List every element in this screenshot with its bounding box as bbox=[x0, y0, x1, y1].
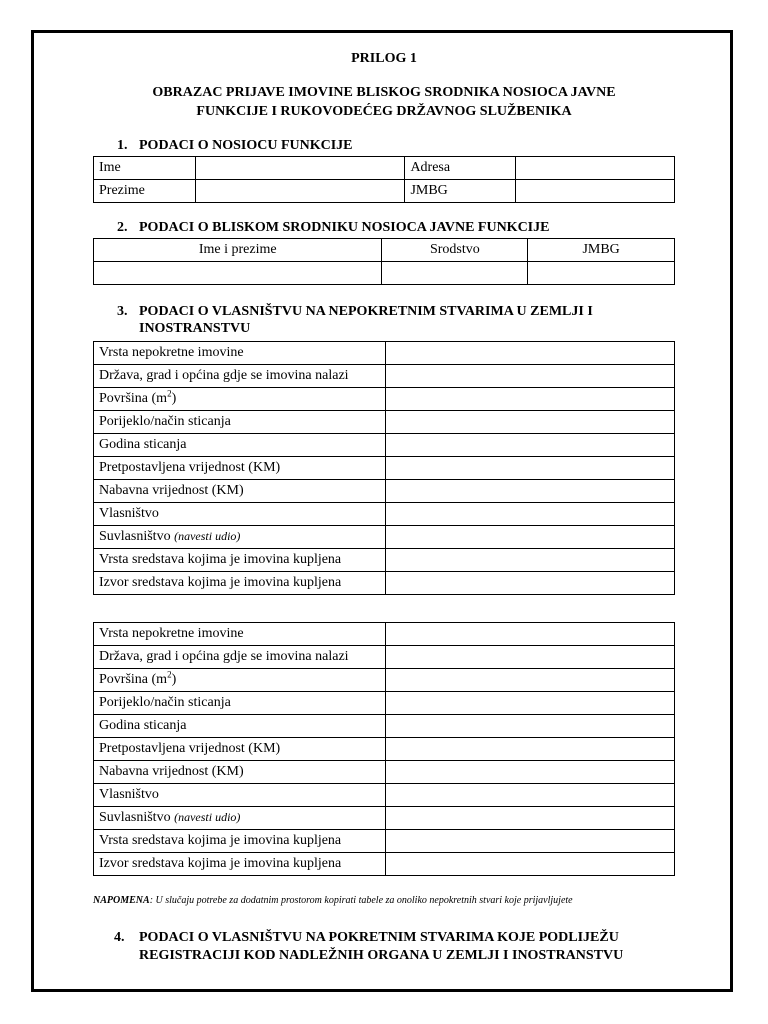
property-origin-input[interactable] bbox=[385, 411, 674, 434]
table-row bbox=[94, 623, 675, 646]
property-co-ownership-label bbox=[94, 807, 386, 830]
property-purchase-value-input[interactable] bbox=[385, 480, 674, 503]
property-funds-source-input[interactable] bbox=[385, 572, 674, 595]
area-label-close: ) bbox=[171, 391, 177, 406]
section2-number: 2. bbox=[117, 220, 128, 235]
surname-input[interactable] bbox=[195, 180, 405, 203]
table-row bbox=[94, 480, 675, 503]
area-label-text: Površina (m bbox=[99, 672, 168, 687]
table-row bbox=[94, 434, 675, 457]
table-row bbox=[94, 342, 675, 365]
table-row bbox=[94, 526, 675, 549]
property-funds-source-label: Izvor sredstava kojima je imovina kupljena bbox=[94, 853, 386, 876]
area-label-superscript: 2 bbox=[167, 669, 172, 680]
property-co-ownership-input[interactable] bbox=[385, 807, 674, 830]
property-type-label: Vrsta nepokretne imovine bbox=[94, 342, 386, 365]
property-purchase-value-label: Nabavna vrijednost (KM) bbox=[94, 480, 386, 503]
co-ownership-text: Suvlasništvo bbox=[99, 529, 171, 544]
table-row bbox=[94, 572, 675, 595]
relative-relation-header: Srodstvo bbox=[382, 239, 528, 262]
section4-title-line2: REGISTRACIJI KOD NADLEŽNIH ORGANA U ZEMLJI I INOSTRANSTVU bbox=[139, 948, 624, 963]
area-label-close: ) bbox=[171, 672, 177, 687]
table-row bbox=[94, 646, 675, 669]
table-row bbox=[94, 784, 675, 807]
table-row bbox=[94, 761, 675, 784]
property-funds-type-label: Vrsta sredstava kojima je imovina kupljena bbox=[94, 549, 386, 572]
property-co-ownership-label bbox=[94, 526, 386, 549]
property-origin-input[interactable] bbox=[385, 692, 674, 715]
area-label-text: Površina (m bbox=[99, 391, 168, 406]
property-table-2 bbox=[93, 622, 675, 876]
co-ownership-hint: (navesti udio) bbox=[174, 529, 241, 543]
relative-table bbox=[93, 238, 675, 285]
property-estimated-value-label: Pretpostavljena vrijednost (KM) bbox=[94, 457, 386, 480]
property-ownership-input[interactable] bbox=[385, 503, 674, 526]
surname-label: Prezime bbox=[94, 180, 196, 203]
property-location-input[interactable] bbox=[385, 646, 674, 669]
table-row bbox=[94, 853, 675, 876]
property-type-label: Vrsta nepokretne imovine bbox=[94, 623, 386, 646]
property-location-input[interactable] bbox=[385, 365, 674, 388]
relative-relation-input[interactable] bbox=[382, 262, 528, 285]
property-estimated-value-input[interactable] bbox=[385, 738, 674, 761]
relative-name-header: Ime i prezime bbox=[94, 239, 382, 262]
property-year-label: Godina sticanja bbox=[94, 434, 386, 457]
table-row bbox=[94, 457, 675, 480]
jmbg-label: JMBG bbox=[405, 180, 516, 203]
property-estimated-value-input[interactable] bbox=[385, 457, 674, 480]
section2-title: PODACI O BLISKOM SRODNIKU NOSIOCA JAVNE FUNKCIJE bbox=[139, 220, 550, 235]
name-label: Ime bbox=[94, 157, 196, 180]
property-area-input[interactable] bbox=[385, 388, 674, 411]
property-funds-type-input[interactable] bbox=[385, 549, 674, 572]
section1-number: 1. bbox=[117, 138, 128, 153]
property-co-ownership-input[interactable] bbox=[385, 526, 674, 549]
property-area-input[interactable] bbox=[385, 669, 674, 692]
note bbox=[93, 895, 573, 906]
officeholder-table bbox=[93, 156, 675, 203]
table-row bbox=[94, 715, 675, 738]
property-ownership-label: Vlasništvo bbox=[94, 784, 386, 807]
section1-title: PODACI O NOSIOCU FUNKCIJE bbox=[139, 138, 353, 153]
co-ownership-text: Suvlasništvo bbox=[99, 810, 171, 825]
table-row bbox=[94, 807, 675, 830]
annex-title: PRILOG 1 bbox=[351, 51, 417, 66]
property-funds-type-label: Vrsta sredstava kojima je imovina kupljena bbox=[94, 830, 386, 853]
property-year-label: Godina sticanja bbox=[94, 715, 386, 738]
table-row bbox=[94, 503, 675, 526]
relative-jmbg-header: JMBG bbox=[528, 239, 675, 262]
table-row bbox=[94, 738, 675, 761]
property-year-input[interactable] bbox=[385, 434, 674, 457]
area-label-superscript: 2 bbox=[167, 388, 172, 399]
property-type-input[interactable] bbox=[385, 623, 674, 646]
property-area-label bbox=[94, 388, 386, 411]
form-title bbox=[0, 83, 768, 121]
property-purchase-value-label: Nabavna vrijednost (KM) bbox=[94, 761, 386, 784]
form-title-line2: FUNKCIJE I RUKOVODEĆEG DRŽAVNOG SLUŽBENIKA bbox=[196, 104, 572, 119]
table-row bbox=[94, 411, 675, 434]
table-row bbox=[94, 830, 675, 853]
property-funds-type-input[interactable] bbox=[385, 830, 674, 853]
property-location-label: Država, grad i općina gdje se imovina nalazi bbox=[94, 365, 386, 388]
address-label: Adresa bbox=[405, 157, 516, 180]
property-purchase-value-input[interactable] bbox=[385, 761, 674, 784]
name-input[interactable] bbox=[195, 157, 405, 180]
property-ownership-input[interactable] bbox=[385, 784, 674, 807]
property-estimated-value-label: Pretpostavljena vrijednost (KM) bbox=[94, 738, 386, 761]
property-location-label: Država, grad i općina gdje se imovina nalazi bbox=[94, 646, 386, 669]
note-text: : U slučaju potrebe za dodatnim prostorom kopirati tabele za onoliko nepokretnih stvari koje prijavljujete bbox=[149, 895, 573, 906]
form-title-line1: OBRAZAC PRIJAVE IMOVINE BLISKOG SRODNIKA NOSIOCA JAVNE bbox=[152, 85, 616, 100]
property-origin-label: Porijeklo/način sticanja bbox=[94, 692, 386, 715]
property-year-input[interactable] bbox=[385, 715, 674, 738]
section3-title-line2: INOSTRANSTVU bbox=[139, 321, 251, 336]
property-origin-label: Porijeklo/način sticanja bbox=[94, 411, 386, 434]
property-table-1 bbox=[93, 341, 675, 595]
co-ownership-hint: (navesti udio) bbox=[174, 810, 241, 824]
table-row bbox=[94, 388, 675, 411]
jmbg-input[interactable] bbox=[516, 180, 675, 203]
section3-title-line1: PODACI O VLASNIŠTVU NA NEPOKRETNIM STVARIMA U ZEMLJI I bbox=[139, 304, 593, 319]
property-type-input[interactable] bbox=[385, 342, 674, 365]
property-funds-source-input[interactable] bbox=[385, 853, 674, 876]
table-row bbox=[94, 365, 675, 388]
property-area-label bbox=[94, 669, 386, 692]
table-row bbox=[94, 692, 675, 715]
relative-name-input[interactable] bbox=[94, 262, 382, 285]
note-label: NAPOMENA bbox=[93, 895, 150, 906]
table-row bbox=[94, 549, 675, 572]
table-row bbox=[94, 669, 675, 692]
section4-title-line1: PODACI O VLASNIŠTVU NA POKRETNIM STVARIMA KOJE PODLIJEŽU bbox=[139, 930, 619, 945]
property-funds-source-label: Izvor sredstava kojima je imovina kupljena bbox=[94, 572, 386, 595]
section3-number: 3. bbox=[117, 304, 128, 319]
section4-number: 4. bbox=[114, 930, 125, 945]
relative-jmbg-input[interactable] bbox=[528, 262, 675, 285]
address-input[interactable] bbox=[516, 157, 675, 180]
property-ownership-label: Vlasništvo bbox=[94, 503, 386, 526]
